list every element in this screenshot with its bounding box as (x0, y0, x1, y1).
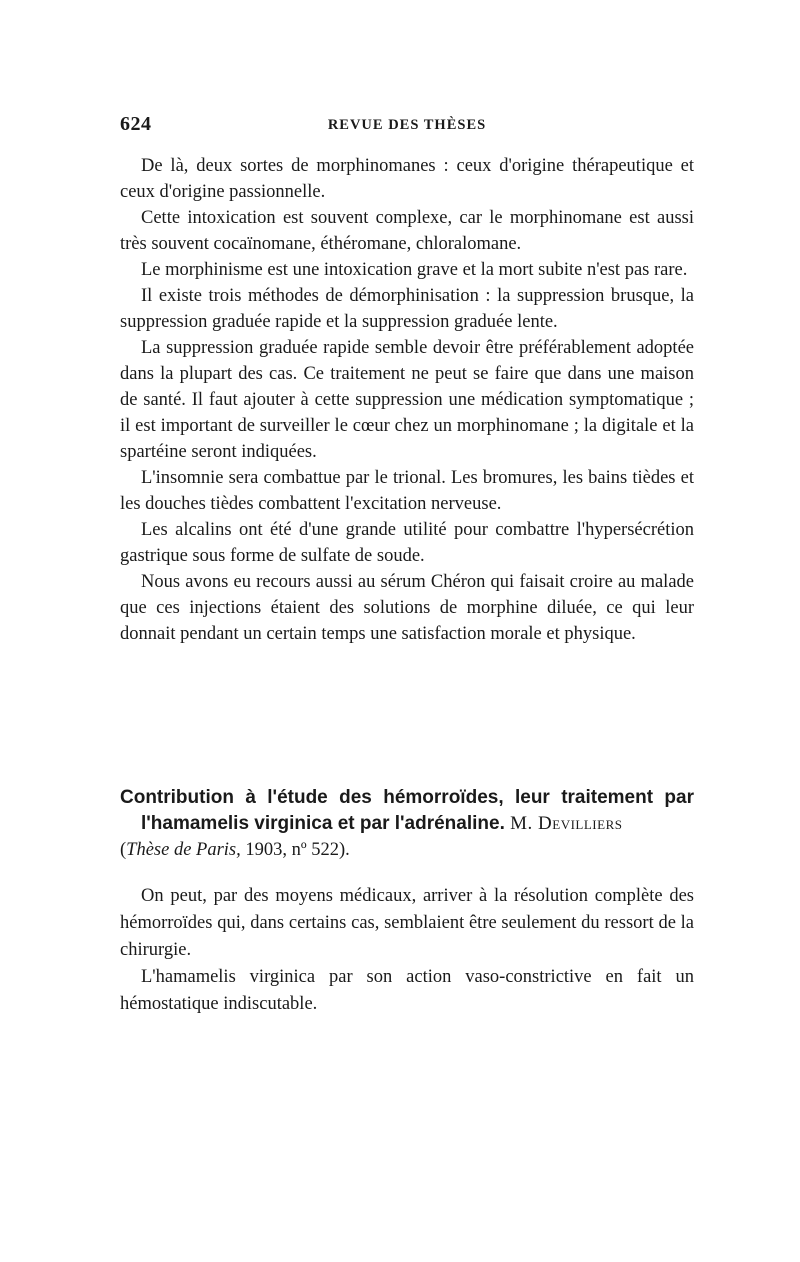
paragraph: La suppression graduée rapide semble devoir être préférablement adoptée dans la plupart des cas. Ce traitement ne peut se faire que dans une maison de santé. Il faut ajouter à cette suppression une médication symptomatique ; il est important de surveiller le cœur chez un morphinomane ; la digitale et la spartéine seront indiquées. (120, 338, 694, 462)
paragraph: Il existe trois méthodes de démorphinisation : la suppression brusque, la suppression graduée rapide et la suppression graduée lente. (120, 286, 694, 332)
paragraph: L'hamamelis virginica par son action vaso-constrictive en fait un hémostatique indiscutable. (120, 967, 694, 1014)
paragraph: Les alcalins ont été d'une grande utilité pour combattre l'hypersécrétion gastrique sous forme de sulfate de soude. (120, 520, 694, 566)
thesis-review-entry (120, 785, 694, 1018)
paragraph: Nous avons eu recours aussi au sérum Chéron qui faisait croire au malade que ces injections étaient des solutions de morphine diluée, ce qui leur donnait pendant un certain temps une satisfaction morale et physique. (120, 572, 694, 644)
body-text (120, 153, 694, 647)
citation (120, 837, 694, 863)
running-title: REVUE DES THÈSES (327, 117, 487, 133)
page-header (120, 113, 694, 139)
citation-close: ). (339, 840, 350, 860)
paragraph: On peut, par des moyens médicaux, arriver à la résolution complète des hémorroïdes qui, dans certains cas, semblaient être seulement du ressort de la chirurgie. (120, 886, 694, 960)
citation-details: 1903, nº 522 (245, 840, 340, 860)
paragraph: Cette intoxication est souvent complexe, car le morphinomane est aussi très souvent cocaïnomane, éthéromane, chloralomane. (120, 208, 694, 254)
author-prefix: M. (510, 813, 533, 834)
article-title: Contribution à l'étude des hémorroïdes, leur traitement par l'hamamelis virginica et par l'adrénaline. (120, 787, 694, 834)
citation-source: Thèse de Paris, (126, 840, 241, 860)
author-line (510, 813, 622, 834)
paragraph: De là, deux sortes de morphinomanes : ceux d'origine thérapeutique et ceux d'origine passionnelle. (120, 156, 694, 202)
page-number: 624 (120, 113, 152, 135)
author-name: Devilliers (538, 813, 623, 834)
paragraph: Le morphinisme est une intoxication grave et la mort subite n'est pas rare. (141, 260, 688, 280)
article-heading (120, 785, 694, 863)
paragraph: L'insomnie sera combattue par le trional. Les bromures, les bains tièdes et les douches tièdes combattent l'excitation nerveuse. (120, 468, 694, 514)
citation-open: ( (120, 840, 127, 860)
article-body (120, 883, 694, 1018)
